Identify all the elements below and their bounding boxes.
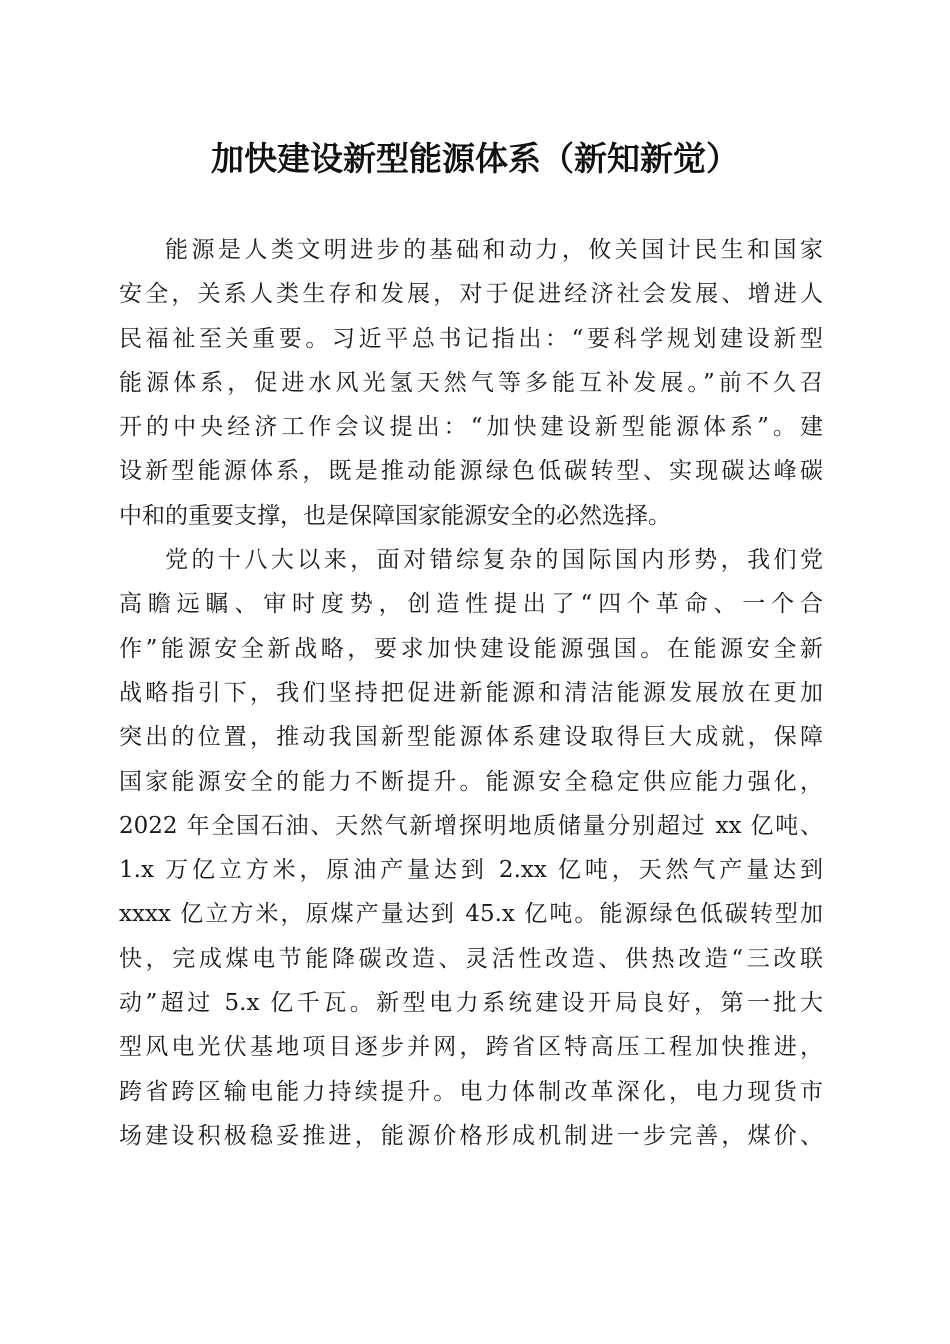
document-title: 加快建设新型能源体系（新知新觉） (211, 139, 739, 178)
text-line: 1.x 万亿立方米，原油产量达到 2.xx 亿吨，天然气产量达到 (119, 857, 823, 884)
text-line: 能源是人类文明进步的基础和动力，攸关国计民生和国家 (165, 237, 823, 263)
text-line: 开的中央经济工作会议提出：“加快建设新型能源体系”。建 (119, 414, 823, 441)
text-line: 突出的位置，推动我国新型能源体系建设取得巨大成就，保障 (119, 724, 823, 751)
text-line: 作”能源安全新战略，要求加快建设能源强国。在能源安全新 (119, 635, 823, 662)
text-line: 党的十八大以来，面对错综复杂的国际国内形势，我们党 (165, 547, 823, 574)
text-line: 设新型能源体系，既是推动能源绿色低碳转型、实现碳达峰碳 (119, 458, 823, 485)
text-line: 高瞻远瞩、审时度势，创造性提出了“四个革命、一个合 (119, 591, 823, 618)
text-line: 民福祉至关重要。习近平总书记指出：“要科学规划建设新型 (119, 325, 823, 352)
text-line: 国家能源安全的能力不断提升。能源安全稳定供应能力强化， (119, 768, 823, 795)
text-line: 能源体系，促进水风光氢天然气等多能互补发展。”前不久召 (119, 369, 823, 396)
text-line: 动”超过 5.x 亿千瓦。新型电力系统建设开局良好，第一批大 (119, 990, 823, 1017)
text-line: 快，完成煤电节能降碳改造、灵活性改造、供热改造“三改联 (119, 945, 823, 972)
paragraph-1 (119, 228, 823, 538)
text-line: 场建设积极稳妥推进，能源价格形成机制进一步完善，煤价、 (119, 1122, 823, 1149)
text-line: 型风电光伏基地项目逐步并网，跨省区特高压工程加快推进， (119, 1034, 823, 1061)
text-line: 中和的重要支撑，也是保障国家能源安全的必然选择。 (119, 502, 671, 529)
text-line: xxxx 亿立方米，原煤产量达到 45.x 亿吨。能源绿色低碳转型加 (119, 901, 823, 928)
text-line: 2022 年全国石油、天然气新增探明地质储量分别超过 xx 亿吨、 (119, 812, 823, 839)
paragraph-2 (119, 538, 823, 1158)
text-line: 战略指引下，我们坚持把促进新能源和清洁能源发展放在更加 (119, 679, 823, 706)
document-body (119, 228, 823, 1158)
text-line: 安全，关系人类生存和发展，对于促进经济社会发展、增进人 (119, 281, 823, 308)
text-line: 跨省跨区输电能力持续提升。电力体制改革深化，电力现货市 (119, 1078, 823, 1105)
